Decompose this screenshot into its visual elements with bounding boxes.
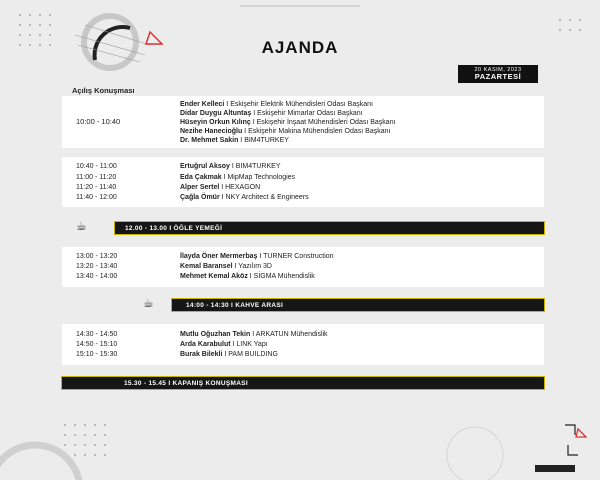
session-2-card [62, 247, 544, 287]
date-badge [458, 65, 538, 83]
speaker-name: Kemal Baransel [180, 263, 233, 270]
agenda-time: 10:40 - 11:00 [76, 163, 117, 170]
speaker-name: Çağla Ömür [180, 194, 220, 201]
speaker-name: Burak Bilekli [180, 351, 223, 358]
speaker-row [180, 128, 390, 135]
speaker-org: I BIM4TURKEY [229, 163, 281, 170]
speaker-name: Didar Duygu Altuntaş [180, 110, 252, 117]
agenda-time: 14:50 - 15:10 [76, 341, 118, 348]
agenda-row [180, 184, 260, 191]
speaker-name: Alper Sertel [180, 184, 220, 191]
agenda-row [76, 174, 116, 181]
agenda-row [76, 194, 117, 201]
agenda-row [180, 253, 334, 260]
day-text: PAZARTESİ [474, 72, 522, 81]
speaker-row [180, 137, 289, 144]
speaker-name: Eda Çakmak [180, 174, 222, 181]
agenda-time: 11:00 - 11:20 [76, 174, 117, 181]
agenda-row [180, 273, 315, 280]
agenda-row [180, 163, 281, 170]
speaker-org: I HEXAGON [219, 184, 261, 191]
speaker-name: Mehmet Kemal Aköz [180, 273, 248, 280]
opening-section-label: Açılış Konuşması [72, 86, 135, 95]
speaker-org: I TURNER Construction [257, 253, 334, 260]
speaker-org: I Eskişehir Mimarlar Odası Başkanı [251, 110, 363, 117]
agenda-row [180, 341, 268, 348]
speaker-row [180, 101, 373, 108]
speaker-org: I MipMap Technologies [221, 174, 296, 181]
coffee-break-text: 14:00 - 14:30 I KAHVE ARASI [186, 301, 284, 309]
speaker-row [180, 119, 396, 126]
agenda-time: 14:30 - 14:50 [76, 331, 118, 338]
speaker-org: I ARKATUN Mühendislik [250, 331, 328, 338]
agenda-row [76, 263, 117, 270]
coffee-break-bar [172, 299, 544, 311]
lunch-bar [115, 222, 544, 234]
agenda-row [180, 351, 278, 358]
opening-card [62, 96, 544, 148]
speaker-name: Hüseyin Orkun Kılınç [180, 119, 251, 126]
agenda-row [76, 253, 117, 260]
agenda-time: 13:20 - 13:40 [76, 263, 118, 270]
speaker-name: Dr. Mehmet Sakin [180, 137, 239, 144]
agenda-row [180, 194, 309, 201]
agenda-row [76, 163, 117, 170]
agenda-time: 13:40 - 14:00 [76, 273, 118, 280]
speaker-org: I BIM4TURKEY [238, 137, 289, 144]
speaker-name: Mutlu Oğuzhan Tekin [180, 331, 251, 338]
session-1-card [62, 157, 544, 207]
closing-text: 15.30 - 15.45 I KAPANIŞ KONUŞMASI [124, 379, 248, 387]
speaker-org: I PAM BUILDING [222, 351, 278, 358]
decorative-pattern-bottom [0, 395, 600, 480]
speaker-row [180, 110, 363, 117]
closing-bar [62, 377, 544, 389]
speaker-name: Nezihe Hanecioğlu [180, 128, 243, 135]
page-title: AJANDA [261, 38, 339, 57]
agenda-row [76, 341, 117, 348]
coffee-cup-icon: ☕ [76, 219, 87, 233]
speaker-org: I SİGMA Mühendislik [247, 273, 315, 280]
lunch-text: 12.00 - 13.00 I ÖĞLE YEMEĞİ [125, 224, 223, 232]
agenda-time: 13:00 - 13:20 [76, 253, 118, 260]
session-3-card [62, 324, 544, 365]
agenda-time: 11:20 - 11:40 [76, 184, 117, 191]
opening-time: 10:00 - 10:40 [76, 117, 121, 126]
speaker-name: Ender Kelleci [180, 101, 225, 108]
agenda-row [76, 273, 117, 280]
agenda-row [76, 184, 116, 191]
speaker-org: I Eskişehir Makina Mühendisleri Odası Başkanı [242, 128, 391, 135]
agenda-time: 15:10 - 15:30 [76, 351, 118, 358]
speaker-org: I Eskişehir Elektrik Mühendisleri Odası Başkanı [224, 101, 373, 108]
speaker-name: Arda Karabulut [180, 341, 231, 348]
coffee-cup-icon: ☕ [143, 296, 154, 310]
agenda-time: 11:40 - 12:00 [76, 194, 117, 201]
speaker-name: İlayda Öner Mermerbaş [180, 253, 258, 260]
agenda-row [180, 331, 328, 338]
date-text: 20 KASIM, 2023 [474, 67, 522, 73]
agenda-row [180, 174, 295, 181]
speaker-org: I NKY Architect & Engineers [219, 194, 309, 201]
agenda-row [76, 331, 117, 338]
speaker-name: Ertuğrul Aksoy [180, 163, 230, 170]
agenda-row [180, 263, 272, 270]
speaker-org: I Eskişehir İnşaat Mühendisleri Odası Başkanı [250, 119, 396, 126]
speaker-org: I Yazılım 3D [232, 263, 272, 270]
speaker-org: I LINK Yapı [230, 341, 268, 348]
agenda-row [76, 351, 117, 358]
